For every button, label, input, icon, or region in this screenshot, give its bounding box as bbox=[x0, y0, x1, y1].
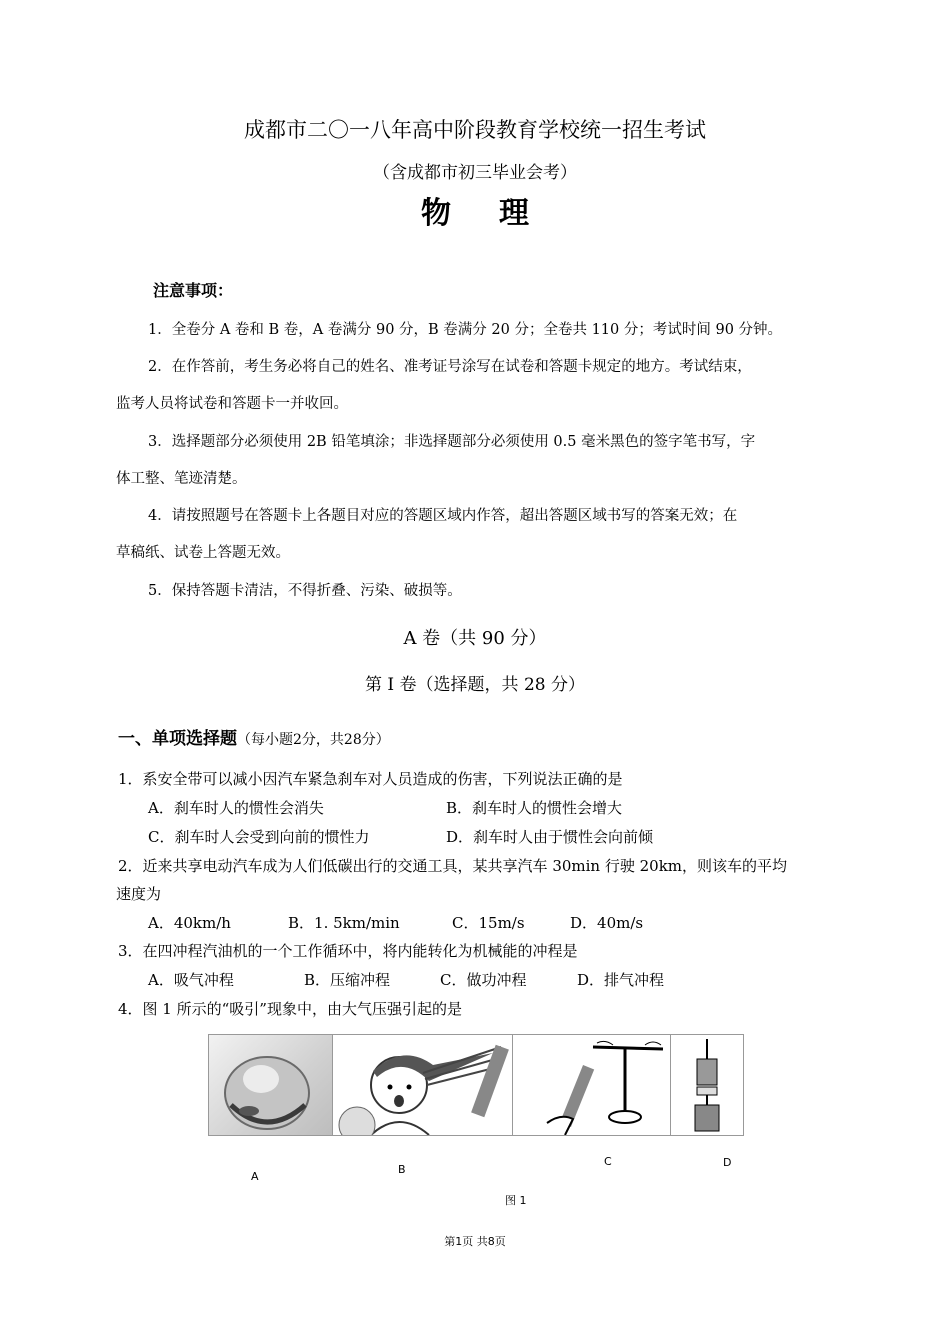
hanging-lead-blocks-icon bbox=[671, 1035, 743, 1135]
q2-stem-line1: 2．近来共享电动汽车成为人们低碳出行的交通工具，某共享汽车 30min 行驶 20km，则该车的平均 bbox=[118, 857, 788, 875]
note-3-line2: 体工整、笔迹清楚。 bbox=[116, 471, 247, 487]
q4-stem: 4．图 1 所示的“吸引”现象中，由大气压强引起的是 bbox=[118, 1000, 462, 1018]
q3-option-d: D．排气冲程 bbox=[577, 971, 665, 989]
part1-title: 一、单项选择题 bbox=[118, 729, 237, 749]
note-5: 5．保持答题卡清洁，不得折叠、污染、破损等。 bbox=[148, 583, 462, 599]
figure-label-c: C bbox=[604, 1155, 612, 1168]
figure-label-b: B bbox=[398, 1163, 406, 1176]
note-2-line1: 2．在作答前，考生务必将自己的姓名、准考证号涂写在试卷和答题卡规定的地方。考试结束， bbox=[148, 359, 752, 375]
note-4-line2: 草稿纸、试卷上答题无效。 bbox=[116, 545, 290, 561]
figure-d-panel bbox=[670, 1034, 744, 1136]
q1-option-b: B．刹车时人的惯性会增大 bbox=[446, 799, 623, 817]
q1-stem: 1．系安全带可以减小因汽车紧急刹车对人员造成的伤害，下列说法正确的是 bbox=[118, 770, 623, 788]
q2-option-d: D．40m/s bbox=[570, 914, 644, 932]
notes-heading: 注意事项： bbox=[153, 281, 234, 300]
q1-option-d: D．刹车时人由于惯性会向前倾 bbox=[446, 828, 654, 846]
q1-option-a: A．刹车时人的惯性会消失 bbox=[148, 799, 324, 817]
section-a-heading: A 卷（共 90 分） bbox=[403, 628, 547, 649]
q2-option-a: A．40km/h bbox=[148, 914, 231, 932]
exam-subtitle: （含成都市初三毕业会考） bbox=[373, 163, 577, 183]
note-3-line1: 3．选择题部分必须使用 2B 铅笔填涂；非选择题部分必须使用 0.5 毫米黑色的签字笔书写，字 bbox=[148, 434, 756, 450]
q3-option-b: B．压缩冲程 bbox=[304, 971, 391, 989]
subject-title: 物理 bbox=[421, 196, 577, 231]
figure-c-panel bbox=[512, 1034, 672, 1136]
part1-heading bbox=[118, 724, 390, 749]
page-footer: 第1页 共8页 bbox=[444, 1235, 506, 1248]
q1-option-c: C．刹车时人会受到向前的惯性力 bbox=[148, 828, 370, 846]
q3-stem: 3．在四冲程汽油机的一个工作循环中，将内能转化为机械能的冲程是 bbox=[118, 942, 578, 960]
figure-a-panel bbox=[208, 1034, 334, 1136]
note-2-line2: 监考人员将试卷和答题卡一并收回。 bbox=[116, 396, 348, 412]
figure-b-panel bbox=[332, 1034, 514, 1136]
note-4-line1: 4．请按照题号在答题卡上各题目对应的答题区域内作答，超出答题区域书写的答案无效；在 bbox=[148, 508, 738, 524]
q3-option-c: C．做功冲程 bbox=[440, 971, 527, 989]
q3-option-a: A．吸气冲程 bbox=[148, 971, 234, 989]
q2-stem-line2: 速度为 bbox=[116, 885, 162, 903]
exam-title: 成都市二〇一八年高中阶段教育学校统一招生考试 bbox=[244, 118, 706, 142]
figure-caption: 图 1 bbox=[505, 1194, 527, 1207]
girl-with-comb-icon bbox=[333, 1035, 513, 1135]
note-1: 1．全卷分 A 卷和 B 卷，A 卷满分 90 分，B 卷满分 20 分；全卷共 110 分；考试时间 90 分钟。 bbox=[148, 322, 783, 338]
part1-note: （每小题2分，共28分） bbox=[237, 732, 390, 748]
figure-label-d: D bbox=[723, 1156, 732, 1169]
suction-cup-icon bbox=[209, 1035, 333, 1135]
section-i-heading: 第 I 卷（选择题，共 28 分） bbox=[365, 675, 585, 695]
q2-option-b: B．1. 5km/min bbox=[288, 914, 400, 932]
figure-label-a: A bbox=[251, 1170, 259, 1183]
rod-and-pivot-icon bbox=[513, 1035, 671, 1135]
q2-option-c: C．15m/s bbox=[452, 914, 525, 932]
